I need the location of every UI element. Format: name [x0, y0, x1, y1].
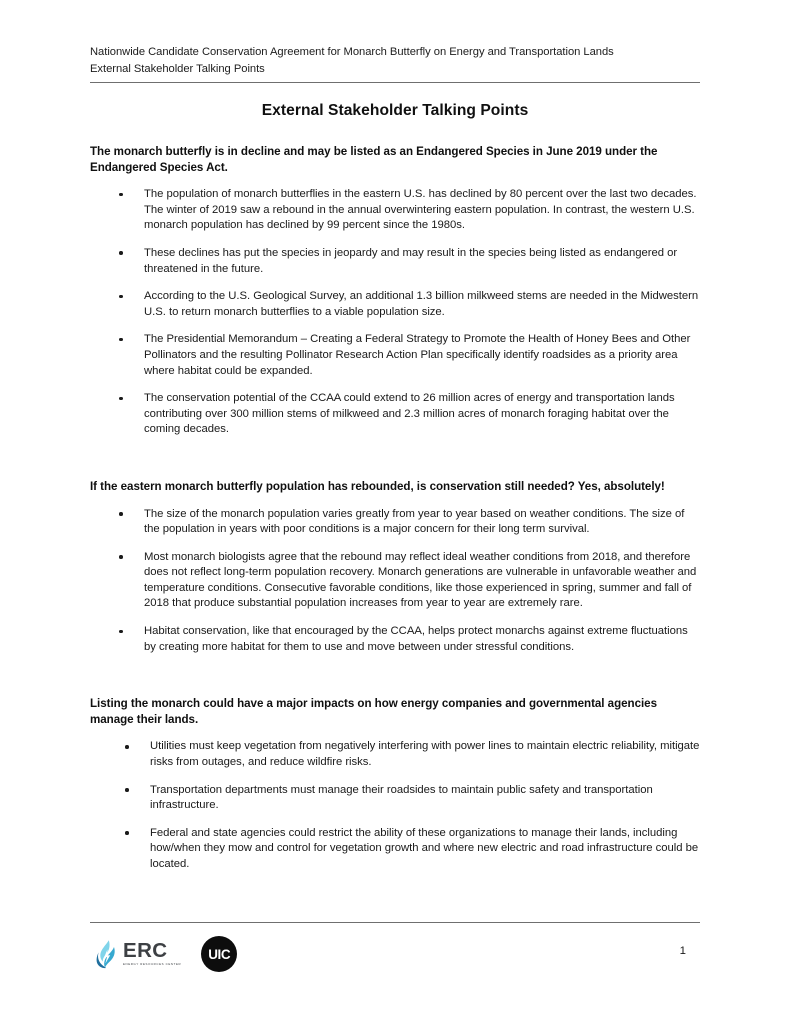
- document-footer: [90, 922, 700, 993]
- erc-flame-leaf-icon: [95, 939, 119, 969]
- list-item: [90, 332, 700, 379]
- section-heading: Listing the monarch could have a major impacts on how energy companies and governmental agencies manage their lands.: [90, 697, 657, 726]
- bullet-dot-icon: [119, 555, 123, 559]
- bullet-dot-icon: [119, 295, 123, 299]
- footer-logos: [95, 936, 237, 972]
- list-item-text: Habitat conservation, like that encouraged by the CCAA, helps protect monarchs against extreme fluctuations by creating more habitat for them to use and move between under stressful conditions.: [144, 625, 688, 653]
- bullet-dot-icon: [119, 193, 123, 197]
- page-number: 1: [679, 945, 686, 957]
- bullet-list: [90, 739, 700, 872]
- list-item-text: Transportation departments must manage their roadsides to maintain public safety and transportation infrastructure.: [150, 783, 653, 812]
- erc-subtitle: ENERGY RESOURCES CENTER: [123, 962, 182, 966]
- bullet-list: [90, 187, 700, 438]
- section-listing-impacts: [90, 696, 700, 872]
- page-title: External Stakeholder Talking Points: [261, 102, 529, 119]
- list-item: [90, 289, 700, 320]
- bullet-dot-icon: [119, 512, 123, 516]
- header-line-2: External Stakeholder Talking Points: [90, 62, 265, 75]
- list-item-text: Most monarch biologists agree that the rebound may reflect ideal weather conditions from 2018, and therefore does not reflect long-term population recovery. Monarch generations are vulnerable in unfavorable weather and temperature conditions. Consecutive favorable conditions, like those experienced in spring, summer and fall of 2018 that produce substantial population increases from year to year are extremely rare.: [144, 550, 697, 610]
- page-content: [90, 44, 700, 873]
- bullet-dot-icon: [125, 745, 129, 749]
- list-item-text: The size of the monarch population varies greatly from year to year based on weather conditions. The size of the population in years with poor conditions is a major concern for their long term survival.: [144, 507, 685, 536]
- list-item: [90, 391, 700, 438]
- list-item: [90, 783, 700, 814]
- list-item-text: Utilities must keep vegetation from negatively interfering with power lines to maintain electric reliability, mitigate risks from outages, and reduce wildfire risks.: [150, 740, 700, 769]
- bullet-dot-icon: [119, 630, 123, 634]
- list-item-text: The Presidential Memorandum – Creating a Federal Strategy to Promote the Health of Honey Bees and Other Pollinators and the resulting Pollinator Research Action Plan specifically identify roadsides as a priority area where habitat could be expanded.: [144, 333, 691, 377]
- bullet-dot-icon: [125, 788, 129, 792]
- list-item: [90, 826, 700, 873]
- list-item-text: The population of monarch butterflies in the eastern U.S. has declined by 80 percent over the last two decades. The winter of 2019 saw a rebound in the annual overwintering eastern population. In contrast, the western U.S. monarch population has declined by 99 percent since the 1980s.: [144, 188, 697, 232]
- list-item: [90, 550, 700, 612]
- list-item-text: According to the U.S. Geological Survey, an additional 1.3 billion milkweed stems are needed in the Midwestern U.S. to return monarch butterflies to a viable population size.: [144, 290, 699, 318]
- list-item: [90, 246, 700, 277]
- section-heading: The monarch butterfly is in decline and may be listed as an Endangered Species in June 2019 under the Endangered Species Act.: [90, 145, 658, 174]
- erc-logo: [95, 939, 181, 969]
- uic-word: UIC: [208, 946, 231, 962]
- erc-wordmark: [123, 941, 181, 967]
- list-item-text: Federal and state agencies could restrict the ability of these organizations to manage their lands, including how/when they mow and control for vegetation growth and where new electric and road infrastructure could be located.: [150, 826, 699, 870]
- list-item: [90, 739, 700, 770]
- erc-word: ERC: [123, 939, 168, 962]
- list-item: [90, 187, 700, 234]
- bullet-list: [90, 507, 700, 656]
- bullet-dot-icon: [119, 397, 123, 401]
- list-item: [90, 624, 700, 655]
- list-item: [90, 507, 700, 538]
- section-population-rebound: [90, 479, 700, 655]
- header-line-1: Nationwide Candidate Conservation Agreement for Monarch Butterfly on Energy and Transportation Lands: [90, 46, 614, 58]
- document-header: [90, 44, 700, 77]
- bullet-dot-icon: [119, 251, 123, 255]
- bullet-dot-icon: [125, 831, 129, 835]
- list-item-text: The conservation potential of the CCAA could extend to 26 million acres of energy and transportation lands contributing over 300 million stems of milkweed and 2.3 million acres of monarch foraging habitat over the coming decades.: [144, 392, 675, 436]
- section-heading: If the eastern monarch butterfly population has rebounded, is conservation still needed? Yes, absolutely!: [90, 479, 665, 493]
- footer-row: [90, 923, 700, 993]
- header-divider: [90, 82, 700, 83]
- uic-logo: [201, 936, 237, 972]
- section-monarch-decline: [90, 144, 700, 438]
- list-item-text: These declines has put the species in jeopardy and may result in the species being listed as endangered or threatened in the future.: [144, 246, 678, 275]
- bullet-dot-icon: [119, 338, 123, 342]
